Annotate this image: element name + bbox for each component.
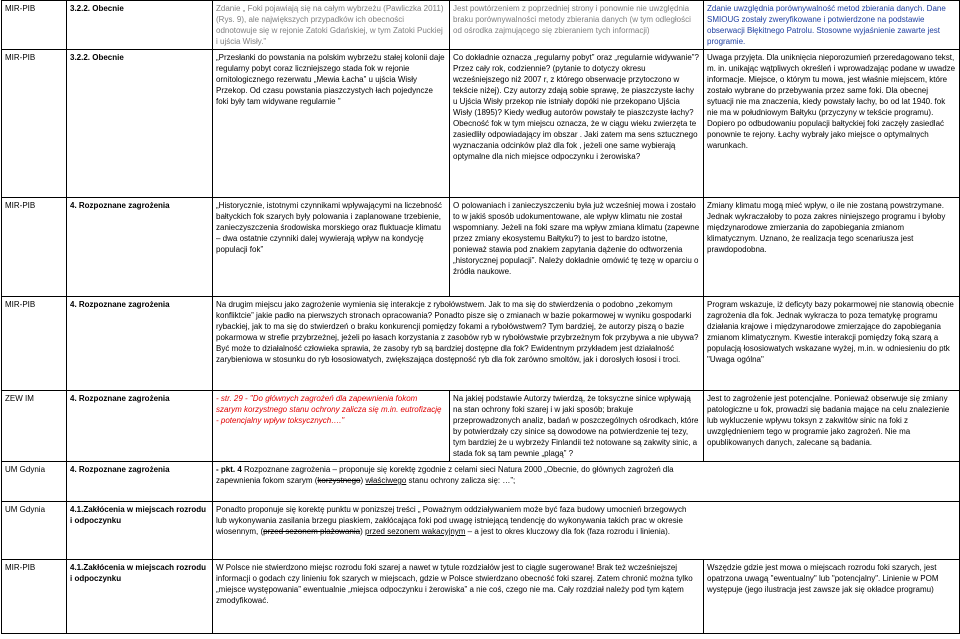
cell-response: Zmiany klimatu mogą mieć wpływ, o ile nie zostaną powstrzymane. Jednak wykraczałoby to poza zakres niniejszego programu i byłoby międzynarodowe zmierzania do zapobiegania zmianom klimatycznym. Uznano, że realizacja tego scenariusza jest prawdopodobna. — [704, 198, 960, 297]
cell-comment: Jest powtórzeniem z poprzedniej strony i ponownie nie uwzględnia braku porównywalności metody zbierania danych (w tym odległości od ośrodka zajmującego się zbieraniem tych informacji) — [450, 1, 704, 50]
cell-proposal — [213, 462, 960, 502]
cell-id: MIR-PIB — [2, 1, 67, 50]
quote-line: - potencjalny wpływ toksycznych…." — [216, 416, 345, 425]
table-row — [2, 198, 960, 297]
cell-response: Wszędzie gdzie jest mowa o miejscach rozrodu foki szarych, jest opatrzona uwagą "ewentualny" lub "potencjalny". Linienie w POM występuje (jego ilustracja jest zawsze jak się okładce programu) — [704, 560, 960, 634]
proposal-text: stanu ochrony zalicza się: …”; — [406, 476, 516, 485]
proposal-text: Rozpoznane zagrożenia – proponuje się korektę zgodnie z celami sieci Natura 2000 „Obecnie, do głównych zagrożeń dla — [241, 465, 674, 474]
inserted-text: właściwego — [365, 476, 407, 485]
cell-chapter: 3.2.2. Obecnie — [67, 1, 213, 50]
proposal-line — [216, 526, 956, 537]
cell-chapter: 4. Rozpoznane zagrożenia — [67, 462, 213, 502]
cell-chapter: 4. Rozpoznane zagrożenia — [67, 198, 213, 297]
cell-quote: Zdanie „ Foki pojawiają się na całym wybrzeżu (Pawliczka 2011) (Rys. 9), ale największych przypadków ich obecności odnotowuje się w rejonie Zatoki Gdańskiej, w tym Zatoki Puckiej i ujścia Wisły.” — [213, 1, 450, 50]
cell-id: ZEW IM — [2, 391, 67, 462]
proposal-point-ref: - pkt. 4 — [216, 465, 242, 474]
cell-comment: W Polsce nie stwierdzono miejsc rozrodu foki szarej a nawet w tytule rozdziałów jest to ciągle sugerowane! Brak też wcześniejszej informacji o godach czy linieniu fok szarych w miejscach, gdzie w Polsce stwierdzano obecność foki szarej. Zatem chronić można tylko „miejsce występowania” ewentualnie „miejsca odpoczynku i żerowiska” a nie coś, czego nie ma. Cały rozdział należy pod tym kątem zmodyfikować. — [213, 560, 704, 634]
cell-comment: O polowaniach i zanieczyszczeniu była już wcześniej mowa i zostało to w jakiś sposób udokumentowane, ale wpływ klimatu nie został wspomniany. Jeżeli na foki szare ma wpływ zmiana klimatu (zapewne przez zmiany ekosystemu Bałtyku?) to jest to bardzo istotne, ponieważ stawia pod znakiem zapytania dążenie do odtworzenia „historycznej populacji”. Należy dokładnie omówić tę tezę w oparciu o źródła naukowe. — [450, 198, 704, 297]
proposal-line — [216, 475, 956, 486]
quote-line: szarym korzystnego stanu ochrony zalicza się m.in. eutrofizację — [216, 405, 442, 414]
proposal-text: ) — [360, 476, 366, 485]
cell-response: Uwaga przyjęta. Dla uniknięcia nieporozumień przeredagowano tekst, m. in. unikając wątpliwych określeń i wprowadzając podane w uwadze informacje. Miejsce, o którym tu mowa, jest właśnie miejscem, które zostało wybrane do przebywania przez same foki. Dla obecnej sytuacji nie ma znaczenia, kiedy powstały łachy, bo od lat 1940. fok nie ma w południowym Bałtyku (przyczyny w tekście programu). Dopiero po odbudowaniu populacji bałtyckiej foki zaczęły zasiedlać ponownie te rejony. Łachy wybrały jako miejsce o optymalnych warunkach. — [704, 50, 960, 198]
cell-quote — [213, 391, 450, 462]
cell-chapter: 4. Rozpoznane zagrożenia — [67, 391, 213, 462]
cell-response: Jest to zagrożenie jest potencjalne. Ponieważ obserwuje się zmiany patologiczne u fok, prowadzi się badania mające na celu znalezienie lub wykluczenie wpływu toksyn z zakwitów sinic na foki z uwzględnieniem tego w programie jako zagrożeń. Nie ma opublikowanych danych, zalecane są badania. — [704, 391, 960, 462]
proposal-line: lub wykonywania zasilania brzegu piaskiem, zakłócająca foki pod uwagę istniejącą tendencję do wykonywania takich prac w okresie — [216, 516, 683, 525]
table-row — [2, 560, 960, 634]
cell-chapter: 4. Rozpoznane zagrożenia — [67, 297, 213, 391]
table-row — [2, 502, 960, 560]
cell-proposal — [213, 502, 960, 560]
proposal-line: Ponadto proponuje się korektę punktu w ponizszej treści „ Poważnym oddziaływaniem może być faza budowy umocnień brzegowych — [216, 505, 687, 514]
cell-id: MIR-PIB — [2, 198, 67, 297]
cell-id: MIR-PIB — [2, 560, 67, 634]
table-row — [2, 462, 960, 502]
cell-id: MIR-PIB — [2, 297, 67, 391]
cell-chapter: 4.1.Zakłócenia w miejscach rozrodu i odpoczynku — [67, 560, 213, 634]
comments-table — [1, 0, 960, 634]
deleted-text: przed sezonem plażowania — [263, 527, 361, 536]
cell-chapter: 4.1.Zakłócenia w miejscach rozrodu i odpoczynku — [67, 502, 213, 560]
cell-quote: „Historycznie, istotnymi czynnikami wpływającymi na liczebność bałtyckich fok szarych były polowania i zaplanowane trzebienie, zanieczyszczenia środowiska morskiego oraz fluktuacje klimatu – dwa ostatnie czynniki dalej wywierają wpływ na kondycję populacji fok” — [213, 198, 450, 297]
proposal-text: – a jest to okres kluczowy dla fok (faza rozrodu i linienia). — [465, 527, 670, 536]
cell-comment: Na drugim miejscu jako zagrożenie wymienia się interakcje z rybołówstwem. Jak to ma się do stwierdzenia o podobno „zekomym konfliktcie” jakie padło na pierwszych stronach opracowania? Ponadto pisze się o zmianach w bazie pokarmowej w wyniku gospodarki rybackiej, jak to ma się do stwierdzeń o braku konkurencji pomiędzy fokami a rybołówstwem? Tym bardziej, że autorzy piszą o bazie pokarmowa w strefie przybrzeżnej, jeżeli po łasach korzystania z zasobów ryb w rybołówstwie przybrzeżnym fok przybywa a nie ubywa? Być może to działalność człowieka sprawia, że zasoby ryb są bardziej dostępne dla fok? Ewidentnym przykładem jest działalność zarybieniowa w stosunku do ryb łososiowatych, zwiększająca dostępność ryb dla fok zarówno smoltów, jak i dorosłych łososi i troci. — [213, 297, 704, 391]
proposal-line — [216, 464, 956, 475]
cell-id: UM Gdynia — [2, 502, 67, 560]
cell-quote: „Przesłanki do powstania na polskim wybrzeżu stałej kolonii daje regularny pobyt coraz liczniejszego stada fok w rejonie ornitologicznego rezerwatu „Mewia Łacha” u ujścia Wisły Przekop. Od czasu powstania piaszczystych łach pojedyncze foki były tam widywane regularnie ” — [213, 50, 450, 198]
deleted-text: korzystnego — [317, 476, 361, 485]
table-row — [2, 1, 960, 50]
cell-comment: Co dokładnie oznacza „regularny pobyt” oraz „regularnie widywanie”? Przez cały rok, codziennie? (pytanie to dotyczy okresu wcześniejszego niż 2007 r, z którego obserwacje przytoczono w tekście niżej). Czy autorzy zdają sobie sprawę, że piaszczyste łachy u Ujścia Wisły przekop nie istniały dopóki nie przekopano Ujścia Wisły (1895)? Kiedy według autorów powstały te piaszczyste łachy? Obecność fok w tym miejscu oznacza, że w ciągu wieku zwierzęta te zasiedliły odpowiadający im obszar . Jaki zatem ma sens sztucznego wyznaczania odcinków plaż dla fok , jeżeli one same wybierają optymalne dla nich miejsce odpoczynku i żerowiska? — [450, 50, 704, 198]
cell-id: MIR-PIB — [2, 50, 67, 198]
quote-line: - str. 29 - "Do głównych zagrożeń dla zapewnienia fokom — [216, 394, 418, 403]
cell-response: Zdanie uwzględnia porównywalność metod zbierania danych. Dane SMIOUG zostały zweryfikowane i potwierdzone na podstawie obserwacji Błękitnego Patrolu. Stosowne wyjaśnienie zawarte jest programie. — [704, 1, 960, 50]
proposal-text: wiosennym, ( — [216, 527, 264, 536]
table-row — [2, 391, 960, 462]
cell-response: Program wskazuje, iż deficyty bazy pokarmowej nie stanowią obecnie zagrożenia dla fok. Jednak wykracza to poza tematykę programu działania krajowe i międzynarodowe zmierzające do zapobiegania zmianom klimatycznym. Kwestie interakcji pomiędzy foką szarą a populacją łososiowatych wskazane wyżej, m.in. w odniesieniu do ptk "Uwaga ogólna" — [704, 297, 960, 391]
inserted-text: przed sezonem wakacyjnym — [364, 527, 466, 536]
table-row — [2, 297, 960, 391]
cell-comment: Na jakiej podstawie Autorzy twierdzą, że toksyczne sinice wpływają na stan ochrony foki szarej i w jaki sposób; brakuje przeprowadzonych analiz, badań w poszczególnych ośrodkach, które by potwierdzały czy sinice są dowodowe na potwierdzenie tej tezy, tym bardziej że u wybrzeży Finlandii też notowane są zakwity sinic, a stada fok są tam pewnie „plagą” ? — [450, 391, 704, 462]
cell-chapter: 3.2.2. Obecnie — [67, 50, 213, 198]
table-row — [2, 50, 960, 198]
proposal-text: ) — [360, 527, 365, 536]
cell-id: UM Gdynia — [2, 462, 67, 502]
proposal-text: zapewnienia fokom szarym ( — [216, 476, 318, 485]
